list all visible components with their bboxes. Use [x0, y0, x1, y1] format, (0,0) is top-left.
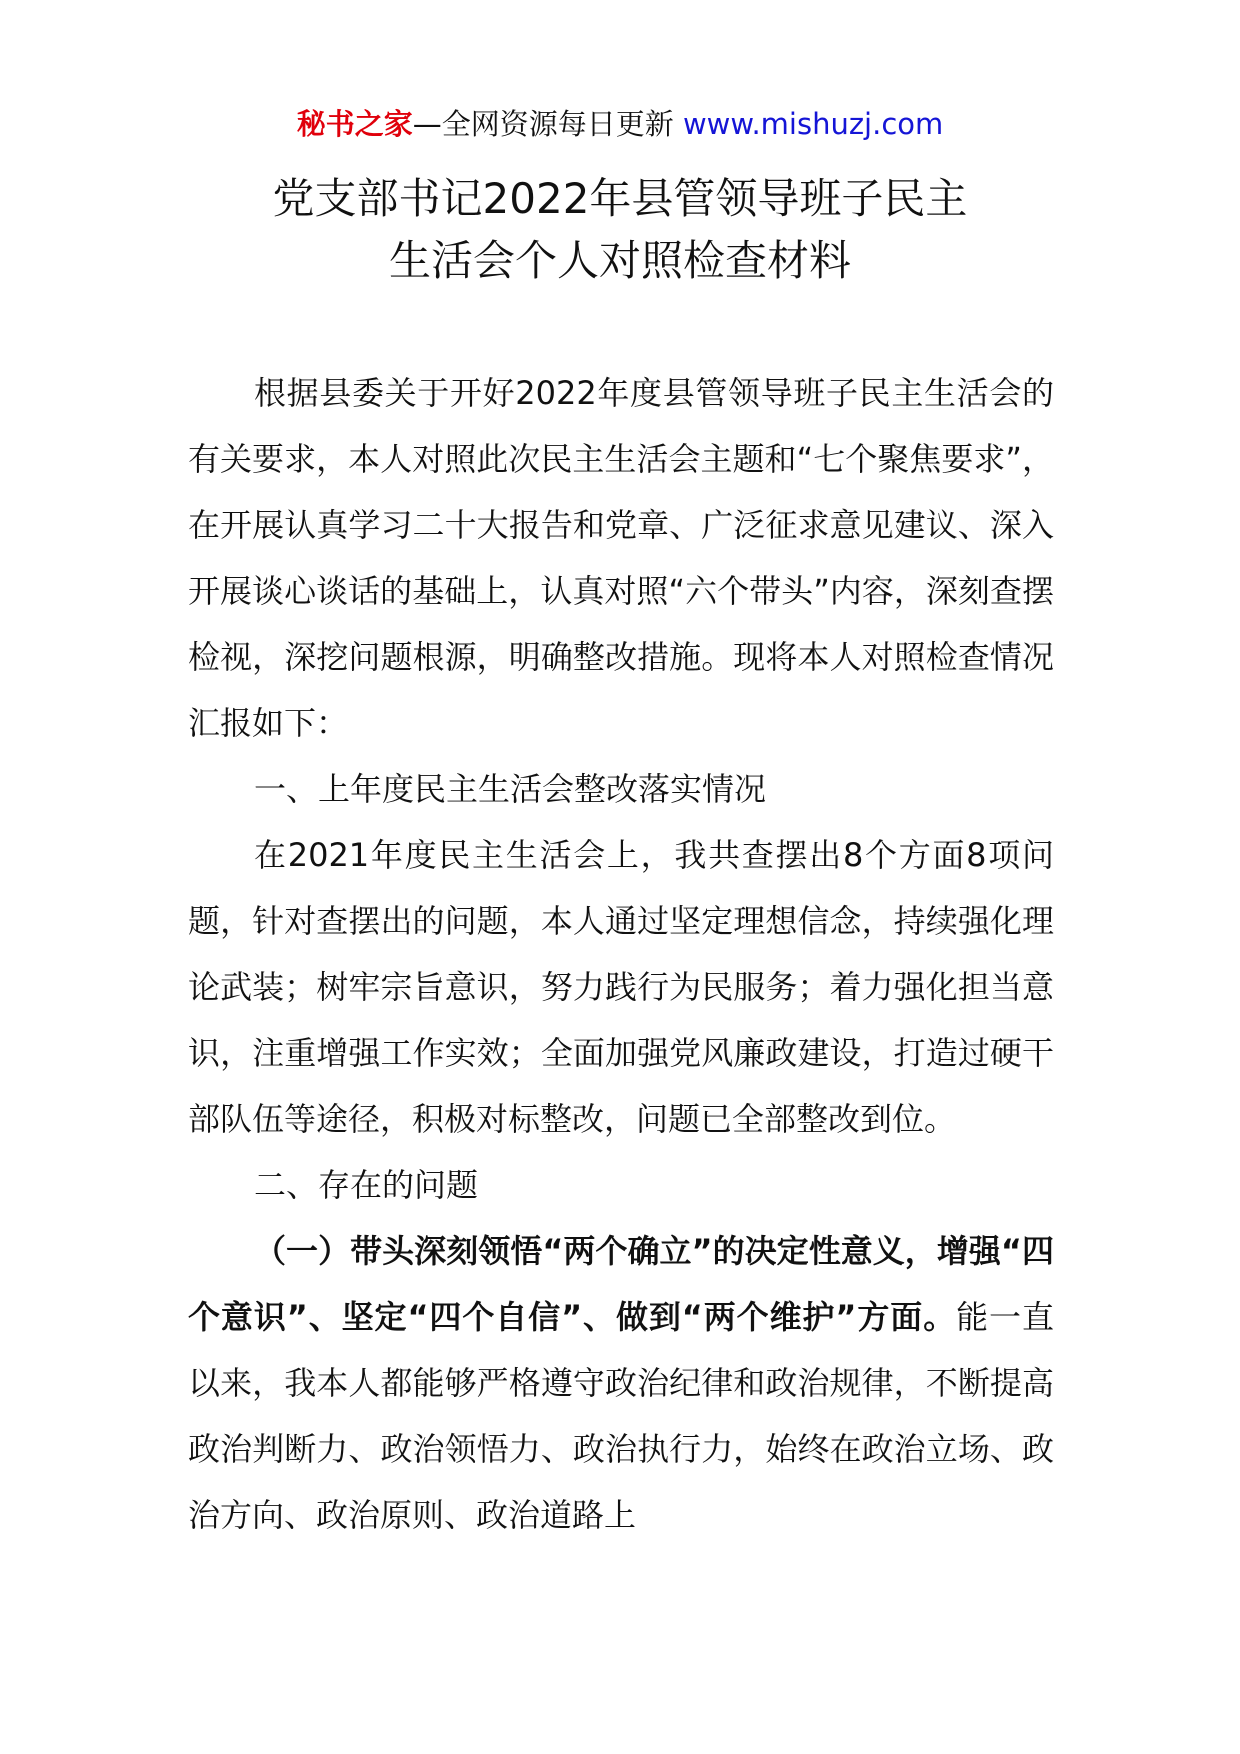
title-line-2: 生活会个人对照检查材料	[388, 236, 851, 285]
document-title	[0, 168, 1240, 292]
site-url-link[interactable]: www.mishuzj.com	[682, 107, 944, 141]
site-header	[0, 104, 1240, 144]
section-2-heading: 二、存在的问题	[254, 1166, 479, 1204]
subsection-1-body: 能一直以来，我本人都能够严格遵守政治纪律和政治规律，不断提高政治判断力、政治领悟力、政治执行力，始终在政治立场、政治方向、政治原则、政治道路上	[188, 1298, 1054, 1534]
header-tagline: —全网资源每日更新	[412, 107, 674, 141]
intro-paragraph: 根据县委关于开好2022年度县管领导班子民主生活会的有关要求，本人对照此次民主生活会主题和“七个聚焦要求”，在开展认真学习二十大报告和党章、广泛征求意见建议、深入开展谈心谈话的基础上，认真对照“六个带头”内容，深刻查摆检视，深挖问题根源，明确整改措施。现将本人对照检查情况汇报如下：	[188, 374, 1054, 742]
title-line-1: 党支部书记2022年县管领导班子民主	[272, 174, 968, 223]
subsection-1-heading: （一）带头深刻领悟“两个确立”的决定性意义，增强“四个意识”、坚定“四个自信”、做到“两个维护”方面。	[188, 1232, 1054, 1336]
document-body	[188, 360, 1054, 1548]
brand-name: 秘书之家	[296, 107, 413, 141]
subsection-1-paragraph	[188, 1218, 1054, 1548]
section-1-heading: 一、上年度民主生活会整改落实情况	[254, 770, 767, 808]
section-1-paragraph: 在2021年度民主生活会上，我共查摆出8个方面8项问题，针对查摆出的问题，本人通过坚定理想信念，持续强化理论武装；树牢宗旨意识，努力践行为民服务；着力强化担当意识，注重增强工作实效；全面加强党风廉政建设，打造过硬干部队伍等途径，积极对标整改，问题已全部整改到位。	[188, 836, 1054, 1138]
